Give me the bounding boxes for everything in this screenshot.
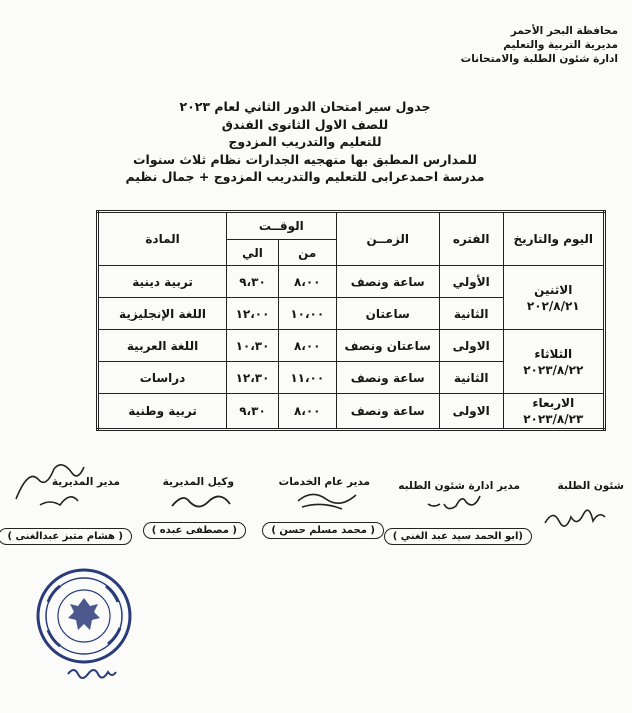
duration-cell: ساعة ونصف bbox=[336, 266, 439, 298]
signature-scribble-icon bbox=[10, 455, 90, 515]
sig-title: مدير عام الخدمات bbox=[278, 476, 370, 488]
name-student-affairs-manager: (ابو الحمد سيد عبد الغني ) bbox=[384, 528, 532, 545]
day-cell bbox=[503, 394, 604, 430]
to-cell: ١٢،٠٠ bbox=[227, 298, 279, 330]
letterhead-line: مديرية التربية والتعليم bbox=[503, 39, 618, 51]
exam-schedule-table-wrap bbox=[96, 210, 606, 431]
duration-cell: ساعة ونصف bbox=[336, 394, 439, 430]
from-cell: ٨،٠٠ bbox=[278, 394, 336, 430]
to-cell: ٩،٣٠ bbox=[227, 394, 279, 430]
header-row bbox=[98, 212, 605, 240]
signature-scribble-icon bbox=[160, 484, 240, 520]
header-day: اليوم والتاريخ bbox=[503, 212, 604, 266]
header-from: من bbox=[278, 240, 336, 266]
sig-title: وكيل المديرية bbox=[162, 476, 234, 488]
name-deputy-director: ( مصطفى عبده ) bbox=[143, 522, 246, 539]
day-name: الثلاثاء bbox=[534, 346, 573, 361]
duration-cell: ساعتان bbox=[336, 298, 439, 330]
name-services-manager: ( محمد مسلم حسن ) bbox=[262, 522, 384, 539]
title-line: للتعليم والتدريب المزدوج bbox=[228, 134, 382, 149]
official-seal-icon bbox=[34, 566, 134, 666]
day-date: ٢٠٢٣/٨/٢٣ bbox=[523, 412, 584, 426]
title-line: للصف الاول الثانوى الفندق bbox=[221, 116, 389, 132]
name-director: ( هشام متبز عبدالغنى ) bbox=[0, 528, 132, 545]
sig-title: مدير ادارة شئون الطلبه bbox=[398, 480, 520, 492]
signature-scribble-icon bbox=[540, 505, 610, 535]
period-cell: الثانية bbox=[439, 362, 503, 394]
period-cell: الاولى bbox=[439, 394, 503, 430]
duration-cell: ساعتان ونصف bbox=[336, 330, 439, 362]
header-time: الوقــت bbox=[227, 212, 336, 240]
from-cell: ٨،٠٠ bbox=[278, 266, 336, 298]
subject-cell: اللغة العربية bbox=[98, 330, 227, 362]
header-to: الي bbox=[227, 240, 279, 266]
signature-block bbox=[0, 470, 632, 560]
signature-scribble-icon bbox=[420, 490, 500, 520]
from-cell: ١٠،٠٠ bbox=[278, 298, 336, 330]
signature-scribble-icon bbox=[290, 485, 370, 515]
period-cell: الثانية bbox=[439, 298, 503, 330]
sig-title: مدير المديرية bbox=[51, 476, 120, 488]
letterhead bbox=[461, 24, 618, 66]
to-cell: ١٠،٣٠ bbox=[227, 330, 279, 362]
day-name: الاثنين bbox=[534, 282, 573, 297]
day-cell bbox=[503, 266, 604, 330]
period-cell: الأولي bbox=[439, 266, 503, 298]
header-duration: الزمــن bbox=[336, 212, 439, 266]
day-cell bbox=[503, 330, 604, 394]
to-cell: ١٢،٣٠ bbox=[227, 362, 279, 394]
day-date: ٢٠٢٣/٨/٢٢ bbox=[523, 362, 584, 377]
seal-scribble-icon bbox=[62, 660, 122, 684]
title-line: جدول سير امتحان الدور الثاني لعام ٢٠٢٣ bbox=[179, 99, 431, 114]
subject-cell: دراسات bbox=[98, 362, 227, 394]
letterhead-line: محافظة البحر الأحمر bbox=[510, 25, 618, 37]
to-cell: ٩،٣٠ bbox=[227, 266, 279, 298]
exam-schedule-table bbox=[96, 210, 606, 431]
table-row bbox=[98, 330, 605, 362]
duration-cell: ساعة ونصف bbox=[336, 362, 439, 394]
day-name: الاربعاء bbox=[532, 396, 575, 410]
from-cell: ٨،٠٠ bbox=[278, 330, 336, 362]
period-cell: الاولى bbox=[439, 330, 503, 362]
document-titles bbox=[70, 98, 540, 186]
table-row bbox=[98, 394, 605, 430]
from-cell: ١١،٠٠ bbox=[278, 362, 336, 394]
sig-student-affairs bbox=[557, 480, 624, 492]
letterhead-line: ادارة شئون الطلبة والامتحانات bbox=[460, 53, 618, 65]
subject-cell: اللغة الإنجليزية bbox=[98, 298, 227, 330]
subject-cell: تربية دينية bbox=[98, 266, 227, 298]
title-line: مدرسة احمدعرابى للتعليم والتدريب المزدوج + جمال نظيم bbox=[125, 169, 485, 184]
title-line: للمدارس المطبق بها منهجيه الجدارات نظام ثلاث سنوات bbox=[132, 151, 477, 167]
header-period: الفتره bbox=[439, 212, 503, 266]
subject-cell: تربية وطنية bbox=[98, 394, 227, 430]
sig-title: شئون الطلبة bbox=[557, 480, 624, 492]
day-date: ٢٠٢/٨/٢١ bbox=[526, 298, 580, 313]
table-row bbox=[98, 266, 605, 298]
header-subject: المادة bbox=[98, 212, 227, 266]
